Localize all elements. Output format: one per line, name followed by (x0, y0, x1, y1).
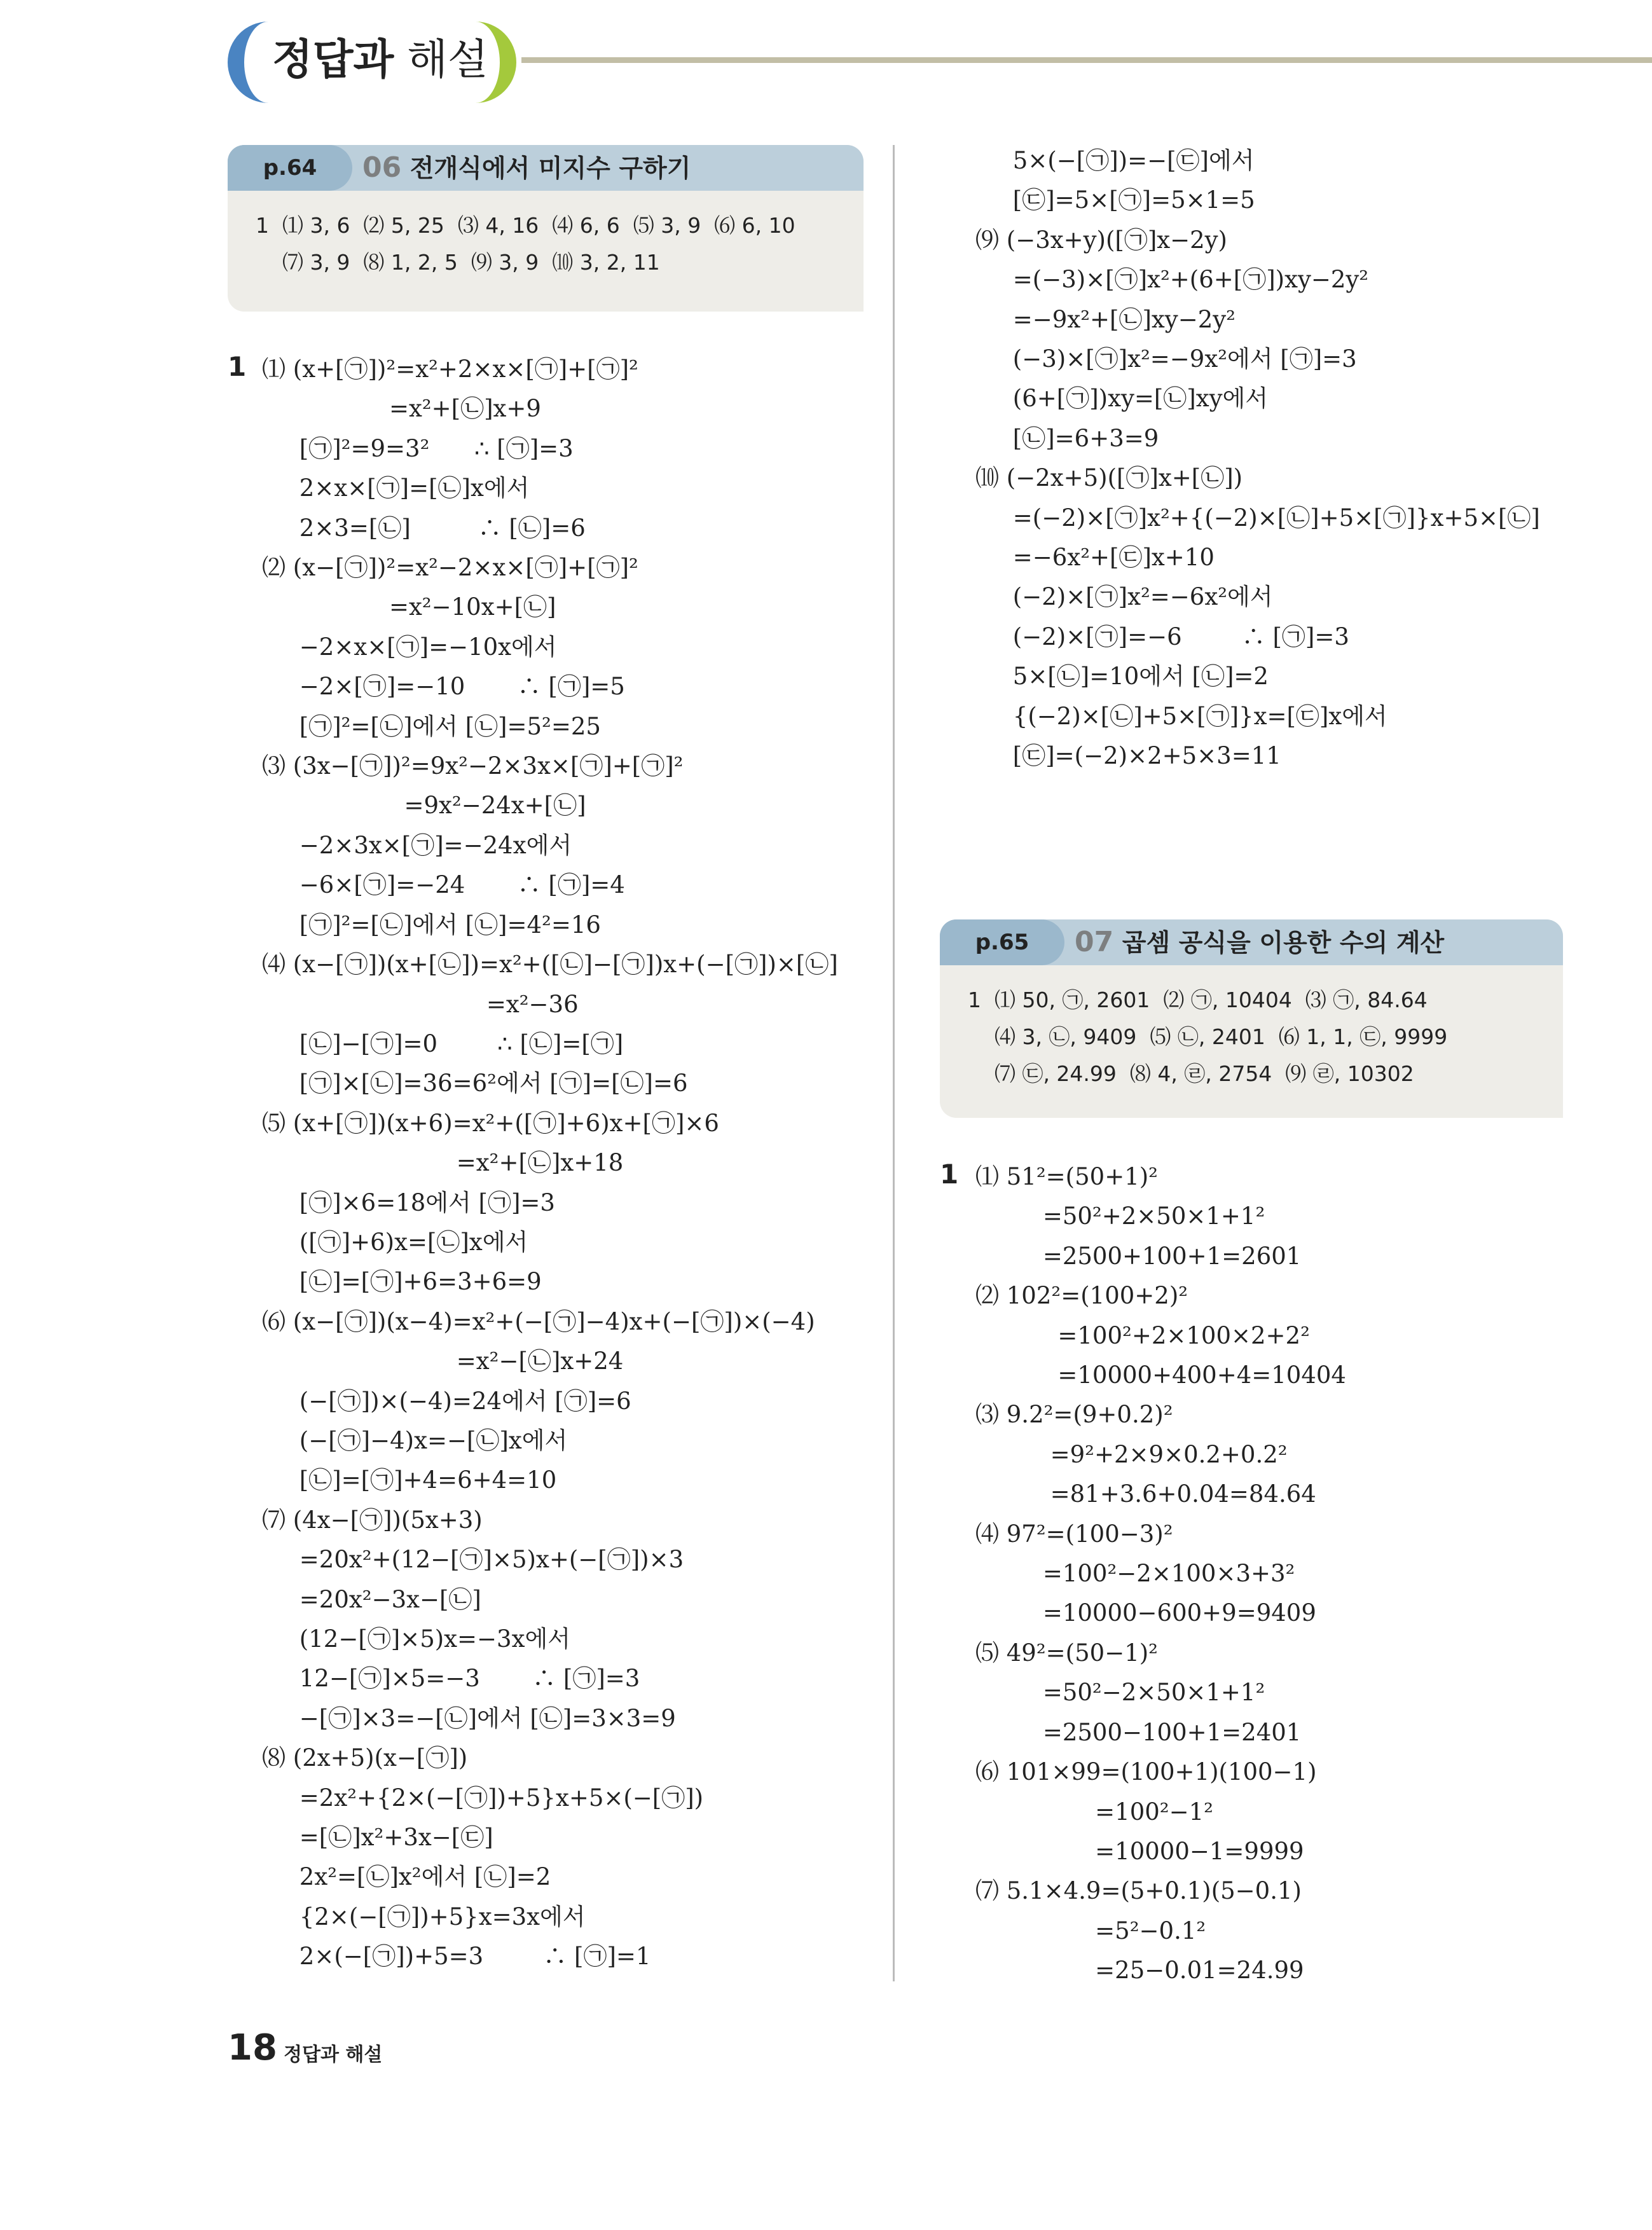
header-left-bracket (228, 22, 272, 103)
section-number: 07 (1075, 926, 1114, 958)
solution-text-right-top: 5×(−[㉠])=−[㉢]에서 [㉢]=5×[㉠]=5×1=5 ⑼ (−3x+y)([㉠]x−2y) =(−3)×[㉠]x²+(6+[㉠])xy−2y² =−9x²+[㉡]xy−2y² (−3)×[㉠]x²=−9x²에서 [㉠]=3 (6+[㉠])xy=[㉡]xy에서 [㉡]=6+3=9 ⑽ (−2x+5)([㉠]x+[㉡]) =(−2)×[㉠]x²+{(−2)×[㉡]+5×[㉠]}x+5×[㉡] =−6x²+[㉢]x+10 (−2)×[㉠]x²=−6x²에서 (−2)×[㉠]=−6 ∴ [㉠]=3 5×[㉡]=10에서 [㉡]=2 {(−2)×[㉡]+5×[㉠]}x=[㉢]x에서 [㉢]=(−2)×2+5×3=11 (975, 147, 1540, 770)
solution-text-left: ⑴ (x+[㉠])²=x²+2×x×[㉠]+[㉠]² =x²+[㉡]x+9 [㉠]²=9=3² ∴ [㉠]=3 2×x×[㉠]=[㉡]x에서 2×3=[㉡] ∴ [㉡]=6 ⑵ (x−[㉠])²=x²−2×x×[㉠]+[㉠]² =x²−10x+[㉡] −2×x×[㉠]=−10x에서 −2×[㉠]=−10 ∴ [㉠]=5 [㉠]²=[㉡]에서 [㉡]=5²=25 ⑶ (3x−[㉠])²=9x²−2×3x×[㉠]+[㉠]² =9x²−24x+[㉡] −2×3x×[㉠]=−24x에서 −6×[㉠]=−24 ∴ [㉠]=4 [㉠]²=[㉡]에서 [㉡]=4²=16 ⑷ (x−[㉠])(x+[㉡])=x²+([㉡]−[㉠])x+(−[㉠])×[㉡] =x²−36 [㉡]−[㉠]=0 ∴ [㉡]=[㉠] [㉠]×[㉡]=36=6²에서 [㉠]=[㉡]=6 ⑸ (x+[㉠])(x+6)=x²+([㉠]+6)x+[㉠]×6 =x²+[㉡]x+18 [㉠]×6=18에서 [㉠]=3 ([㉠]+6)x=[㉡]x에서 [㉡]=[㉠]+6=3+6=9 ⑹ (x−[㉠])(x−4)=x²+(−[㉠]−4)x+(−[㉠])×(−4) =x²−[㉡]x+24 (−[㉠])×(−4)=24에서 [㉠]=6 (−[㉠]−4)x=−[㉡]x에서 [㉡]=[㉠]+4=6+4=10 ⑺ (4x−[㉠])(5x+3) =20x²+(12−[㉠]×5)x+(−[㉠])×3 =20x²−3x−[㉡] (12−[㉠]×5)x=−3x에서 12−[㉠]×5=−3 ∴ [㉠]=3 −[㉠]×3=−[㉡]에서 [㉡]=3×3=9 ⑻ (2x+5)(x−[㉠]) =2x²+{2×(−[㉠])+5}x+5×(−[㉠]) =[㉡]x²+3x−[㉢] 2x²=[㉡]x²에서 [㉡]=2 {2×(−[㉠])+5}x=3x에서 2×(−[㉠])+5=3 ∴ [㉠]=1 (262, 355, 838, 1971)
header-rule (521, 57, 1652, 63)
section-number: 06 (362, 151, 402, 184)
section-title (1075, 919, 1444, 965)
column-divider (893, 145, 895, 1981)
page-number: 18 (228, 2027, 277, 2068)
page-badge: p.65 (940, 919, 1064, 965)
header-title-bold: 정답과 (272, 35, 394, 84)
answer-box-p65 (940, 919, 1563, 1118)
answer-list: 1 ⑴ 3, 6 ⑵ 5, 25 ⑶ 4, 16 ⑷ 6, 6 ⑸ 3, 9 ⑹ 6, 10 ⑺ 3, 9 ⑻ 1, 2, 5 ⑼ 3, 9 ⑽ 3, 2, 11 (256, 213, 795, 275)
header-right-bracket (472, 22, 516, 103)
problem-number: 1 (940, 1159, 959, 1190)
problem-number: 1 (228, 351, 247, 382)
section-title-text: 곱셈 공식을 이용한 수의 계산 (1113, 929, 1445, 958)
solution-text-right-bottom: ⑴ 51²=(50+1)² =50²+2×50×1+1² =2500+100+1=2601 ⑵ 102²=(100+2)² =100²+2×100×2+2² =10000+400+4=10404 ⑶ 9.2²=(9+0.2)² =9²+2×9×0.2+0.2² =81+3.6+0.04=84.64 ⑷ 97²=(100−3)² =100²−2×100×3+3² =10000−600+9=9409 ⑸ 49²=(50−1)² =50²−2×50×1+1² =2500−100+1=2401 ⑹ 101×99=(100+1)(100−1) =100²−1² =10000−1=9999 ⑺ 5.1×4.9=(5+0.1)(5−0.1) =5²−0.1² =25−0.01=24.99 (975, 1163, 1346, 1985)
answer-list: 1 ⑴ 50, ㉠, 2601 ⑵ ㉠, 10404 ⑶ ㉠, 84.64 ⑷ 3, ㉡, 9409 ⑸ ㉡, 2401 ⑹ 1, 1, ㉢, 9999 ⑺ ㉢, 24.99 ⑻ 4, ㉣, 2754 ⑼ ㉣, 10302 (968, 988, 1448, 1086)
footer-label: 정답과 해설 (284, 2044, 383, 2066)
answer-box-p64 (228, 145, 864, 312)
section-title-text: 전개식에서 미지수 구하기 (401, 155, 691, 183)
page-badge: p.64 (228, 145, 352, 191)
section-title (362, 145, 691, 191)
header-title (272, 28, 488, 92)
header-title-rest: 해설 (394, 35, 488, 84)
